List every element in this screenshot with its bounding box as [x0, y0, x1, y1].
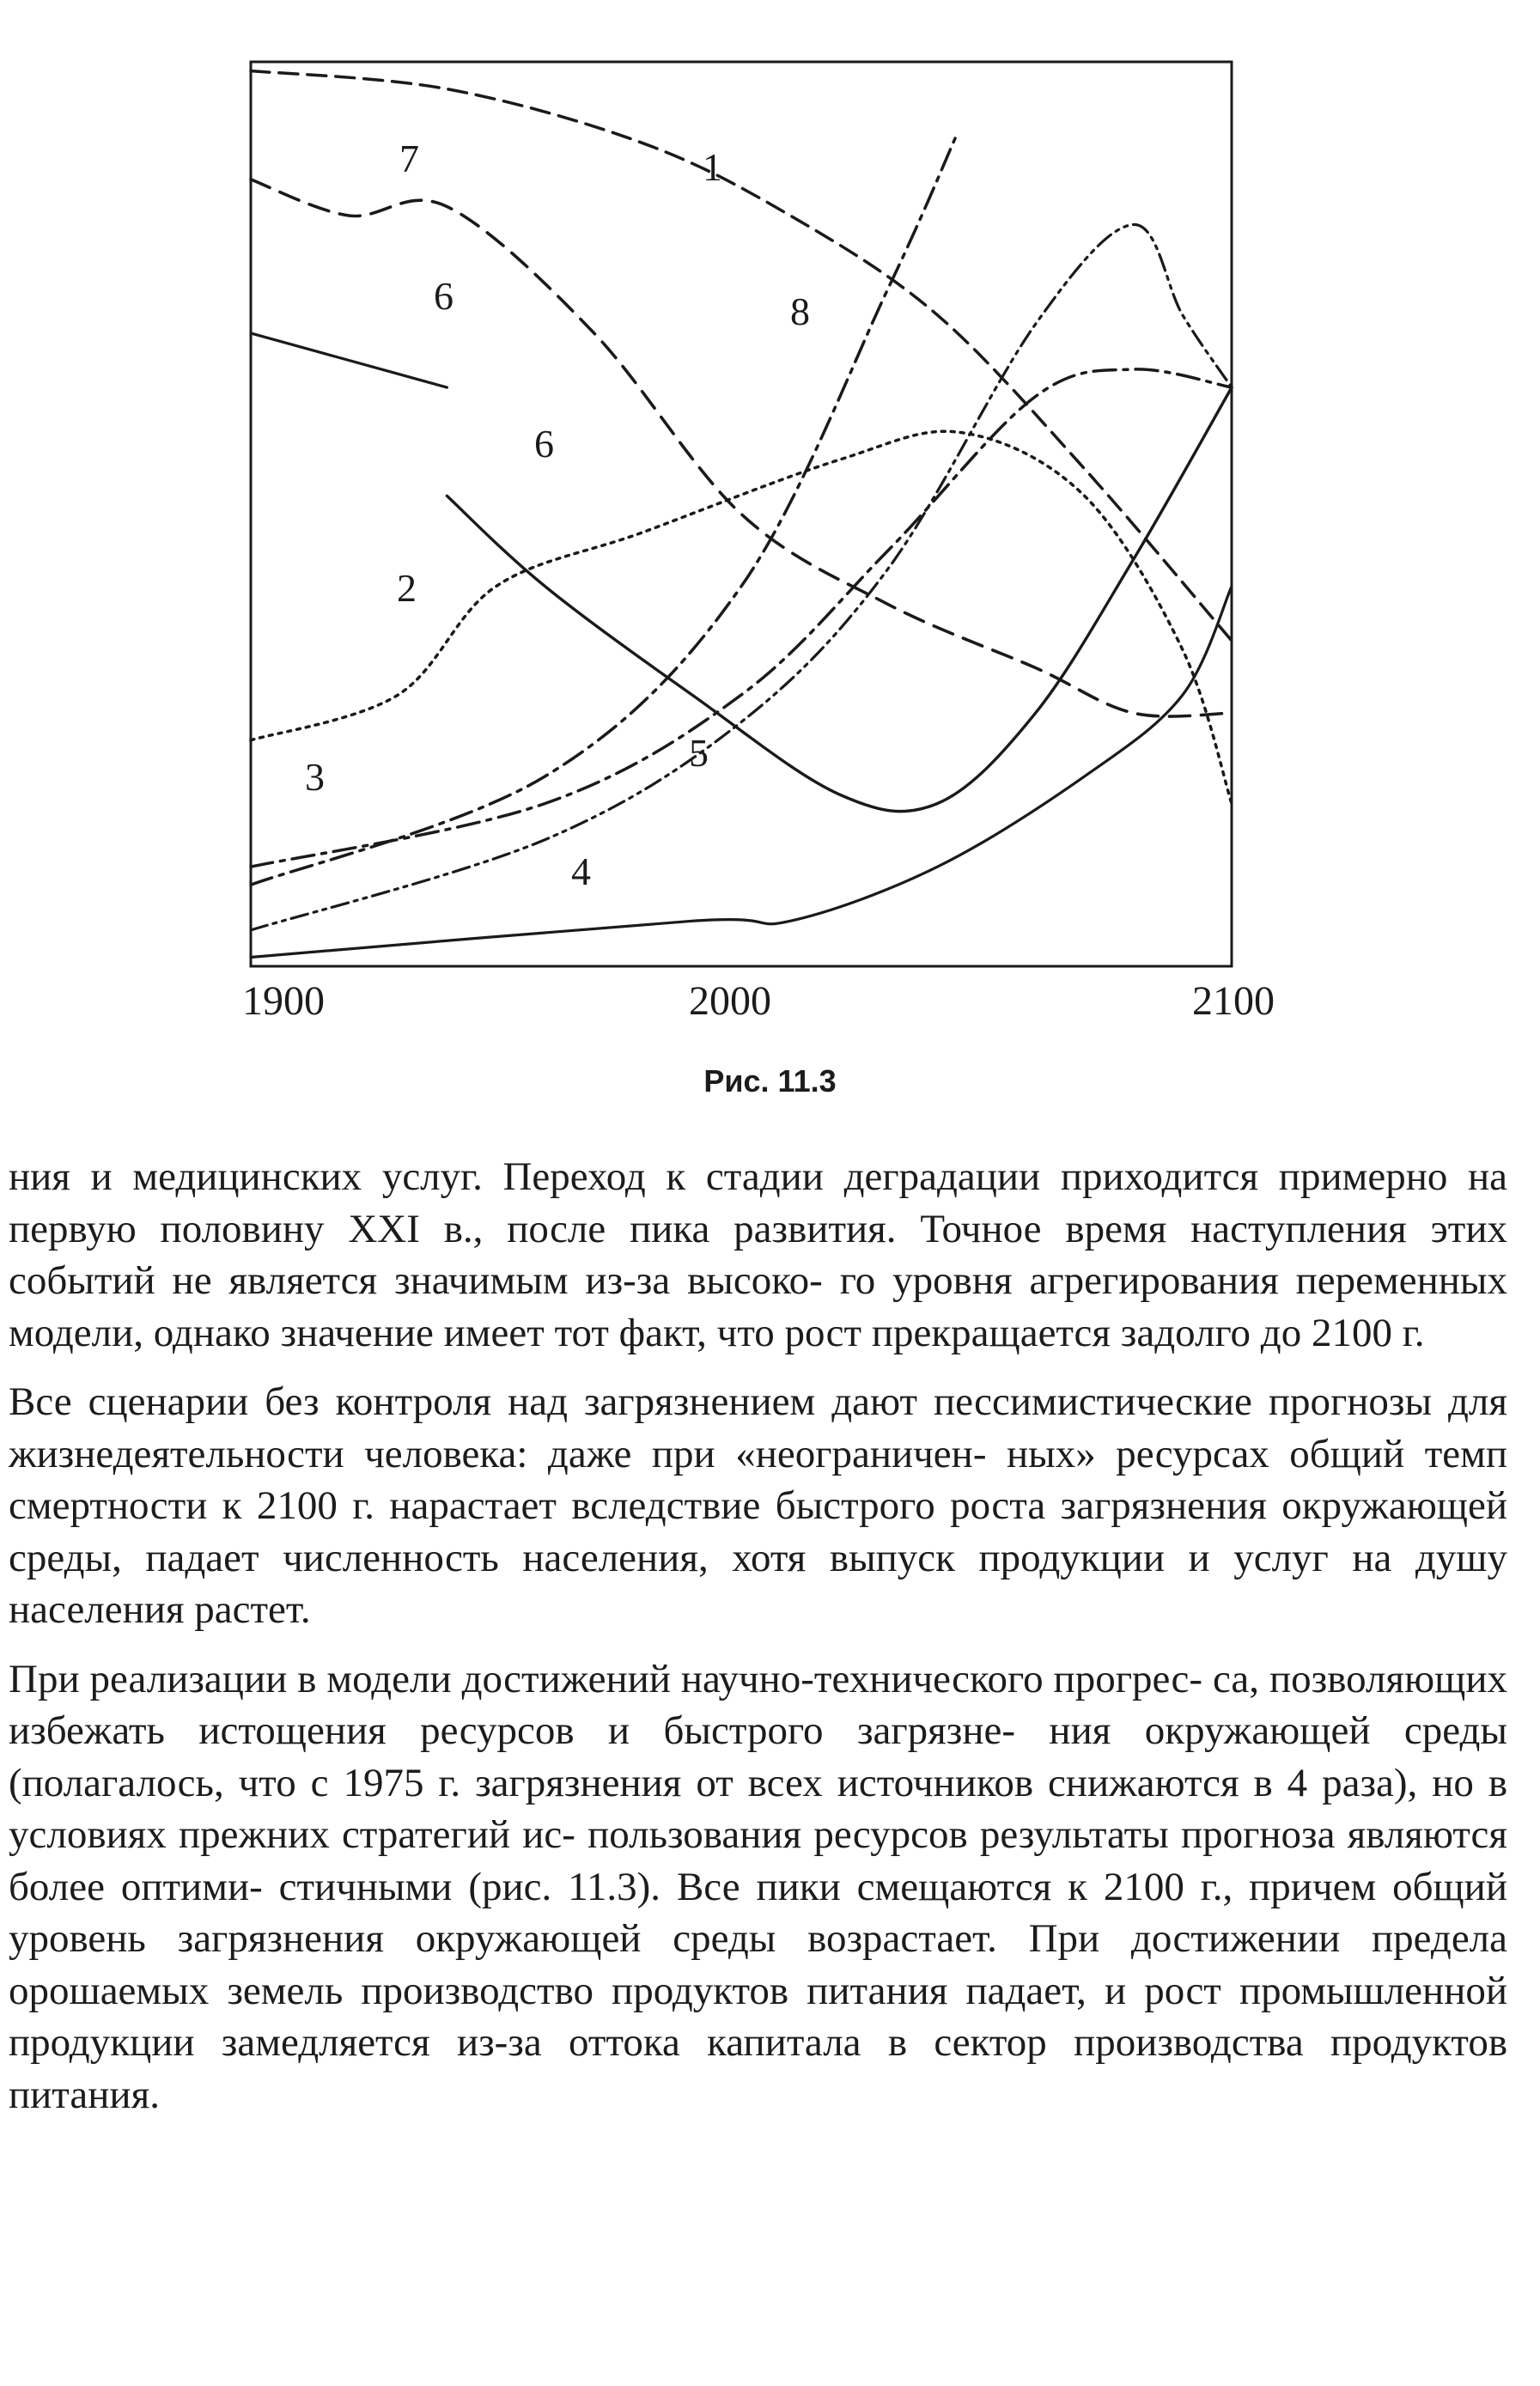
text-line: ных» ресурсах общий темп смертности к 2100 г. нарастает вследствие: [9, 1431, 1508, 1528]
series-line-6: [251, 333, 447, 387]
text-line: ния окружающей среды (полагалось, что с 1975 г. загрязнения от всех: [9, 1708, 1507, 1805]
text-line: и рост промышленной продукции замедляется из-за оттока капитала: [9, 1968, 1507, 2065]
line-chart: [0, 0, 1540, 1117]
paragraph: [9, 1151, 1507, 1359]
curve-label: 8: [790, 289, 810, 333]
text-line: го уровня агрегирования переменных модели, однако значение имеет: [9, 1258, 1508, 1355]
curve-label: 1: [703, 145, 722, 189]
x-tick-label: 1900: [242, 978, 325, 1024]
curve-label: 3: [305, 755, 325, 799]
body-text: [9, 1151, 1507, 2138]
figure-caption: Рис. 11.3: [703, 1063, 837, 1099]
series-line-1: [251, 71, 1232, 641]
text-line: тот факт, что рост прекращается задолго до 2100 г.: [554, 1310, 1425, 1355]
text-line: ния и медицинских услуг. Переход к стадии деградации приходится: [9, 1154, 1259, 1199]
text-line: источников снижаются в 4 раза), но в условиях прежних стратегий ис-: [9, 1760, 1508, 1857]
curve-label: 7: [399, 137, 419, 180]
curve-label: 5: [689, 731, 709, 775]
text-line: примерно на первую половину XXI в., после пика развития. Точное: [9, 1154, 1507, 1251]
curve-labels: [305, 137, 810, 893]
text-line: быстрого роста загрязнения окружающей среды, падает численность: [9, 1483, 1508, 1580]
text-line: предела орошаемых земель производство продуктов питания падает,: [9, 1916, 1507, 2013]
text-line: Все сценарии без контроля над загрязнением дают пессимистические: [9, 1379, 1252, 1424]
curve-label: 4: [571, 849, 591, 893]
text-line: стичными (рис. 11.3). Все пики смещаются к 2100 г., причем общий: [278, 1864, 1507, 1909]
figure: [0, 0, 1540, 1117]
paragraph: [9, 1653, 1507, 2121]
curve-label: 6: [534, 422, 554, 466]
text-line: пользования ресурсов результаты прогноза являются более оптими-: [9, 1812, 1507, 1909]
curve-label: 2: [397, 566, 417, 610]
series-line-7: [447, 387, 1232, 812]
text-line: время наступления этих событий не является значимым из-за высоко-: [9, 1206, 1507, 1303]
curve-label: 6: [434, 274, 453, 318]
series-line-3: [251, 369, 1232, 867]
text-line: уровень загрязнения окружающей среды возрастает. При достижении: [9, 1916, 1341, 1961]
text-line: При реализации в модели достижений научно-технического прогрес-: [9, 1656, 1203, 1701]
x-tick-label: 2000: [689, 978, 771, 1024]
paragraph: [9, 1376, 1507, 1636]
x-tick-label: 2100: [1192, 978, 1275, 1024]
curves: [251, 71, 1232, 958]
text-line: в сектор производства продуктов питания.: [9, 2020, 1508, 2117]
text-line: са, позволяющих избежать истощения ресурсов и быстрого загрязне-: [9, 1656, 1508, 1753]
text-line: прогнозы для жизнедеятельности человека: даже при «неограничен-: [9, 1379, 1507, 1476]
series-line-2: [251, 431, 1232, 803]
text-line: населения, хотя выпуск продукции и услуг на душу населения растет.: [9, 1535, 1507, 1632]
series-line-9: [251, 134, 957, 885]
